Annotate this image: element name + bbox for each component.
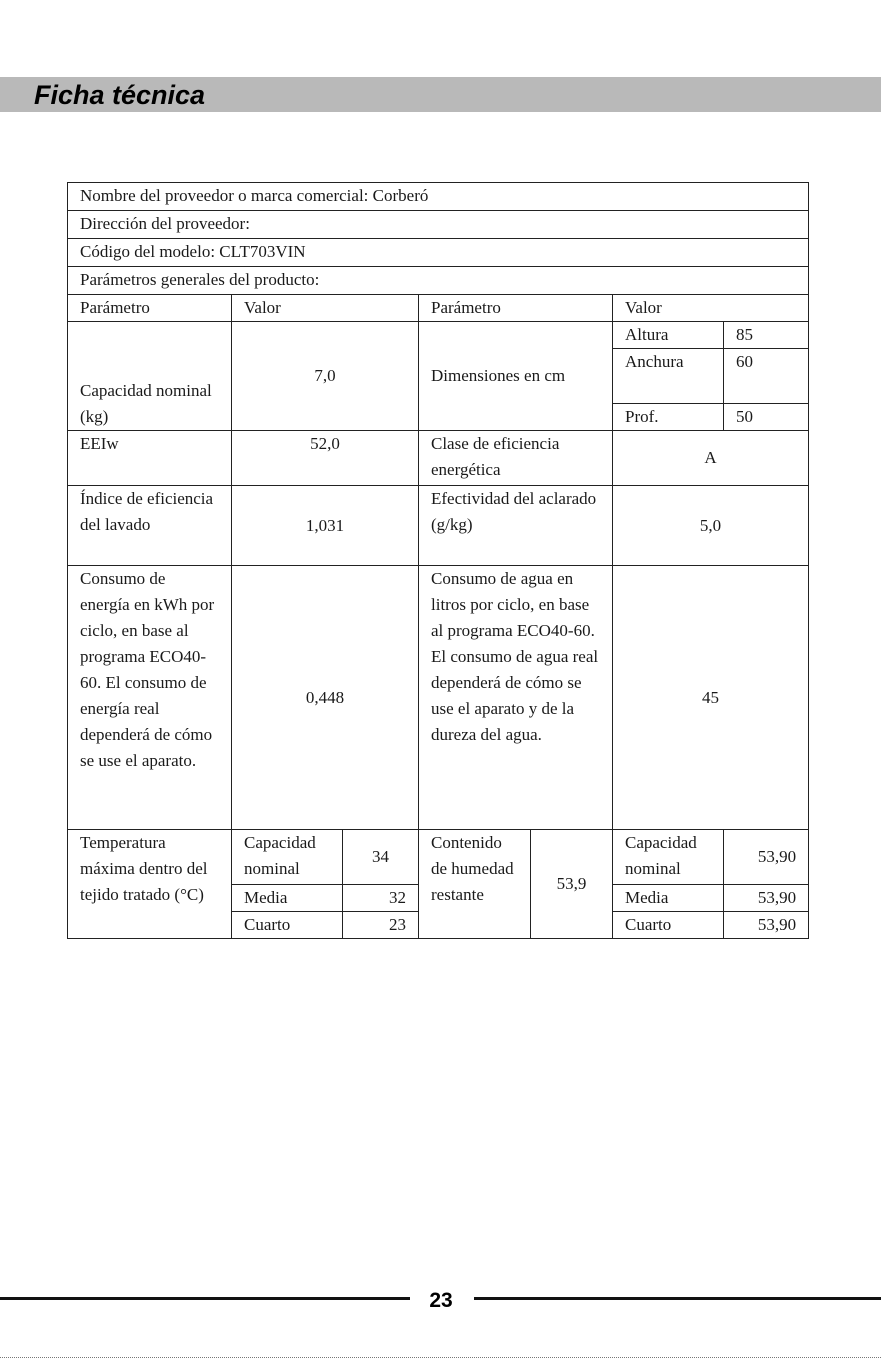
spec-table — [67, 182, 809, 939]
energy-label-cell: Consumo de energía en kWh por ciclo, en base al programa ECO40-60. El consumo de energía real dependerá de cómo se use el aparato. — [68, 566, 232, 830]
header-param-cell: Parámetro — [419, 295, 613, 322]
header-value-cell: Valor — [232, 295, 419, 322]
height-value-cell: 85 — [724, 322, 809, 349]
header-value-cell: Valor — [613, 295, 809, 322]
eeiw-value-cell: 52,0 — [232, 431, 419, 486]
temp-capacity-value-cell: 34 — [343, 830, 419, 885]
page-title: Ficha técnica — [34, 80, 206, 110]
energy-value-cell: 0,448 — [232, 566, 419, 830]
moist-quarter-value-cell: 53,90 — [724, 912, 809, 939]
moisture-label-cell: Contenido de humedad restante — [419, 830, 531, 939]
wash-index-value-cell: 1,031 — [232, 486, 419, 566]
footer-rule-right — [474, 1297, 881, 1300]
rinse-label-cell: Efectividad del aclarado (g/kg) — [419, 486, 613, 566]
eeiw-label-cell: EEIw — [68, 431, 232, 486]
moist-media-value-cell: 53,90 — [724, 885, 809, 912]
moist-quarter-label-cell: Cuarto — [613, 912, 724, 939]
depth-value-cell: 50 — [724, 404, 809, 431]
energy-class-value-cell: A — [613, 431, 809, 486]
page-number: 23 — [429, 1289, 453, 1312]
header-param-cell: Parámetro — [68, 295, 232, 322]
address-cell: Dirección del proveedor: — [68, 211, 809, 239]
table-row — [68, 322, 809, 349]
dimensions-label-cell: Dimensiones en cm — [419, 322, 613, 431]
footer-rule-left — [0, 1297, 410, 1300]
capacity-value-cell: 7,0 — [232, 322, 419, 431]
capacity-label-cell: Capacidad nominal (kg) — [68, 322, 232, 431]
model-cell: Código del modelo: CLT703VIN — [68, 239, 809, 267]
temp-media-label-cell: Media — [232, 885, 343, 912]
width-value-cell: 60 — [724, 349, 809, 404]
table-row — [68, 239, 809, 267]
water-label-cell: Consumo de agua en litros por ciclo, en base al programa ECO40-60. El consumo de agua real dependerá de cómo se use el aparato y de la dureza del agua. — [419, 566, 613, 830]
table-row — [68, 830, 809, 885]
moist-capacity-value-cell: 53,90 — [724, 830, 809, 885]
table-row — [68, 431, 809, 486]
table-row — [68, 211, 809, 239]
moist-media-label-cell: Media — [613, 885, 724, 912]
table-row — [68, 267, 809, 295]
wash-index-label-cell: Índice de eficiencia del lavado — [68, 486, 232, 566]
water-value-cell: 45 — [613, 566, 809, 830]
bottom-dotted-divider — [0, 1357, 881, 1358]
temperature-label-cell: Temperatura máxima dentro del tejido tratado (°C) — [68, 830, 232, 939]
moist-capacity-label-cell: Capacidad nominal — [613, 830, 724, 885]
table-header-row — [68, 295, 809, 322]
width-label-cell: Anchura — [613, 349, 724, 404]
temp-capacity-label-cell: Capacidad nominal — [232, 830, 343, 885]
rinse-value-cell: 5,0 — [613, 486, 809, 566]
general-params-cell: Parámetros generales del producto: — [68, 267, 809, 295]
temp-quarter-label-cell: Cuarto — [232, 912, 343, 939]
energy-class-label-cell: Clase de eficiencia energética — [419, 431, 613, 486]
moisture-value-cell: 53,9 — [531, 830, 613, 939]
temp-media-value-cell: 32 — [343, 885, 419, 912]
temp-quarter-value-cell: 23 — [343, 912, 419, 939]
depth-label-cell: Prof. — [613, 404, 724, 431]
supplier-cell: Nombre del proveedor o marca comercial: Corberó — [68, 183, 809, 211]
table-row — [68, 566, 809, 830]
height-label-cell: Altura — [613, 322, 724, 349]
table-row — [68, 183, 809, 211]
table-row — [68, 486, 809, 566]
